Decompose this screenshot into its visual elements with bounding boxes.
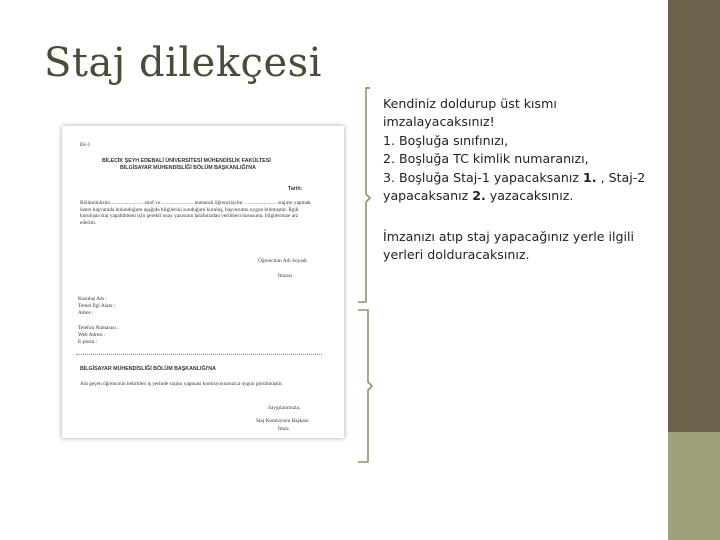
doc-separator [76,354,322,355]
instruction-line-1: Kendiniz doldurup üst kısmı [383,96,557,111]
doc-contact-field-2: Web Adresi : [78,332,106,338]
bracket-lower-icon [356,306,384,466]
instruction-line-4: 2. Boşluğa TC kimlik numaranızı, [383,151,589,167]
instruction-line-6-text-c: yazacaksınız. [485,188,574,204]
bracket-upper-icon [356,86,384,308]
instruction-para2-line-2: yerleri dolduracaksınız. [383,247,530,263]
doc-company-field-1: Kuruluş Adı : [78,296,107,302]
doc-contact-field-1: Telefon Numarası : [78,325,119,331]
instruction-line-6-text-a: yapacaksanız [383,188,473,204]
instruction-para2-line-1: İmzanızı atıp staj yapacağınız yerle ilgili [383,229,635,244]
instruction-line-6 [383,187,663,205]
accent-bar-top [668,0,720,432]
doc-header-line2: BİLGİSAYAR MÜHENDİSLİĞİ BÖLÜM BAŞKANLIĞI'NA [120,165,256,171]
doc-signature-label: İmzası [278,273,293,279]
instruction-line-5-text-a: 3. Boşluğa Staj-1 yapacaksanız [383,169,584,185]
doc-second-header: BİLGİSAYAR MÜHENDİSLİĞİ BÖLÜM BAŞKANLIĞI'NA [80,366,216,372]
doc-commission-signature: İmza [278,426,289,432]
instruction-line-5-text-c: , Staj-2 [596,169,646,185]
instructions-block-2 [383,228,663,265]
instruction-line-2: imzalayacaksınız! [383,114,495,130]
doc-contact-field-3: E-posta : [78,339,97,345]
doc-label: Ek-1 [80,142,91,148]
slide-title: Staj dilekçesi [44,40,322,86]
instruction-line-3: 1. Boşluğa sınıfınızı, [383,132,509,148]
doc-commission-label: Staj Komisyonu Başkanı [256,418,309,424]
petition-document-image [62,126,344,438]
doc-second-paragraph: Adı geçen öğrencinin belirtilen iş yerinde stajını yapması komisyonumuzca uygun görülmüştür. [80,381,283,387]
instructions-block [383,95,663,205]
doc-company-field-2: Temel İlgi Alanı : [78,303,116,309]
accent-bar-bottom [668,432,720,540]
doc-student-name-label: Öğrencinin Adı Soyadı [258,258,307,264]
doc-company-field-3: Adres : [78,310,94,316]
doc-body-paragraph: Bölümünüzün ........................ sınıf ve ........................ numaralı öğrencisiyim. ........................ stajımı yapmak üzere başvurada bulunduğum aşağıda bilgilerini sunduğum kuruluş, başvurumu uygun bulmuştur. İlgili kuruluşta staj yapabilmem için gerekli onay yazısının tarafınızdan verilmesi hususunu, bilgilerinize arz ederim. [80,200,311,226]
doc-header-line1: BİLECİK ŞEYH EDEBALİ ÜNİVERSİTESİ MÜHENDİSLİK FAKÜLTESİ [102,158,271,164]
instruction-line-6-bold: 2. [472,188,486,204]
doc-date-label: Tarih: [288,186,303,192]
doc-closing: Saygılarımızla, [268,405,301,411]
instruction-line-5-bold: 1. [583,169,597,185]
instruction-line-5 [383,169,663,187]
